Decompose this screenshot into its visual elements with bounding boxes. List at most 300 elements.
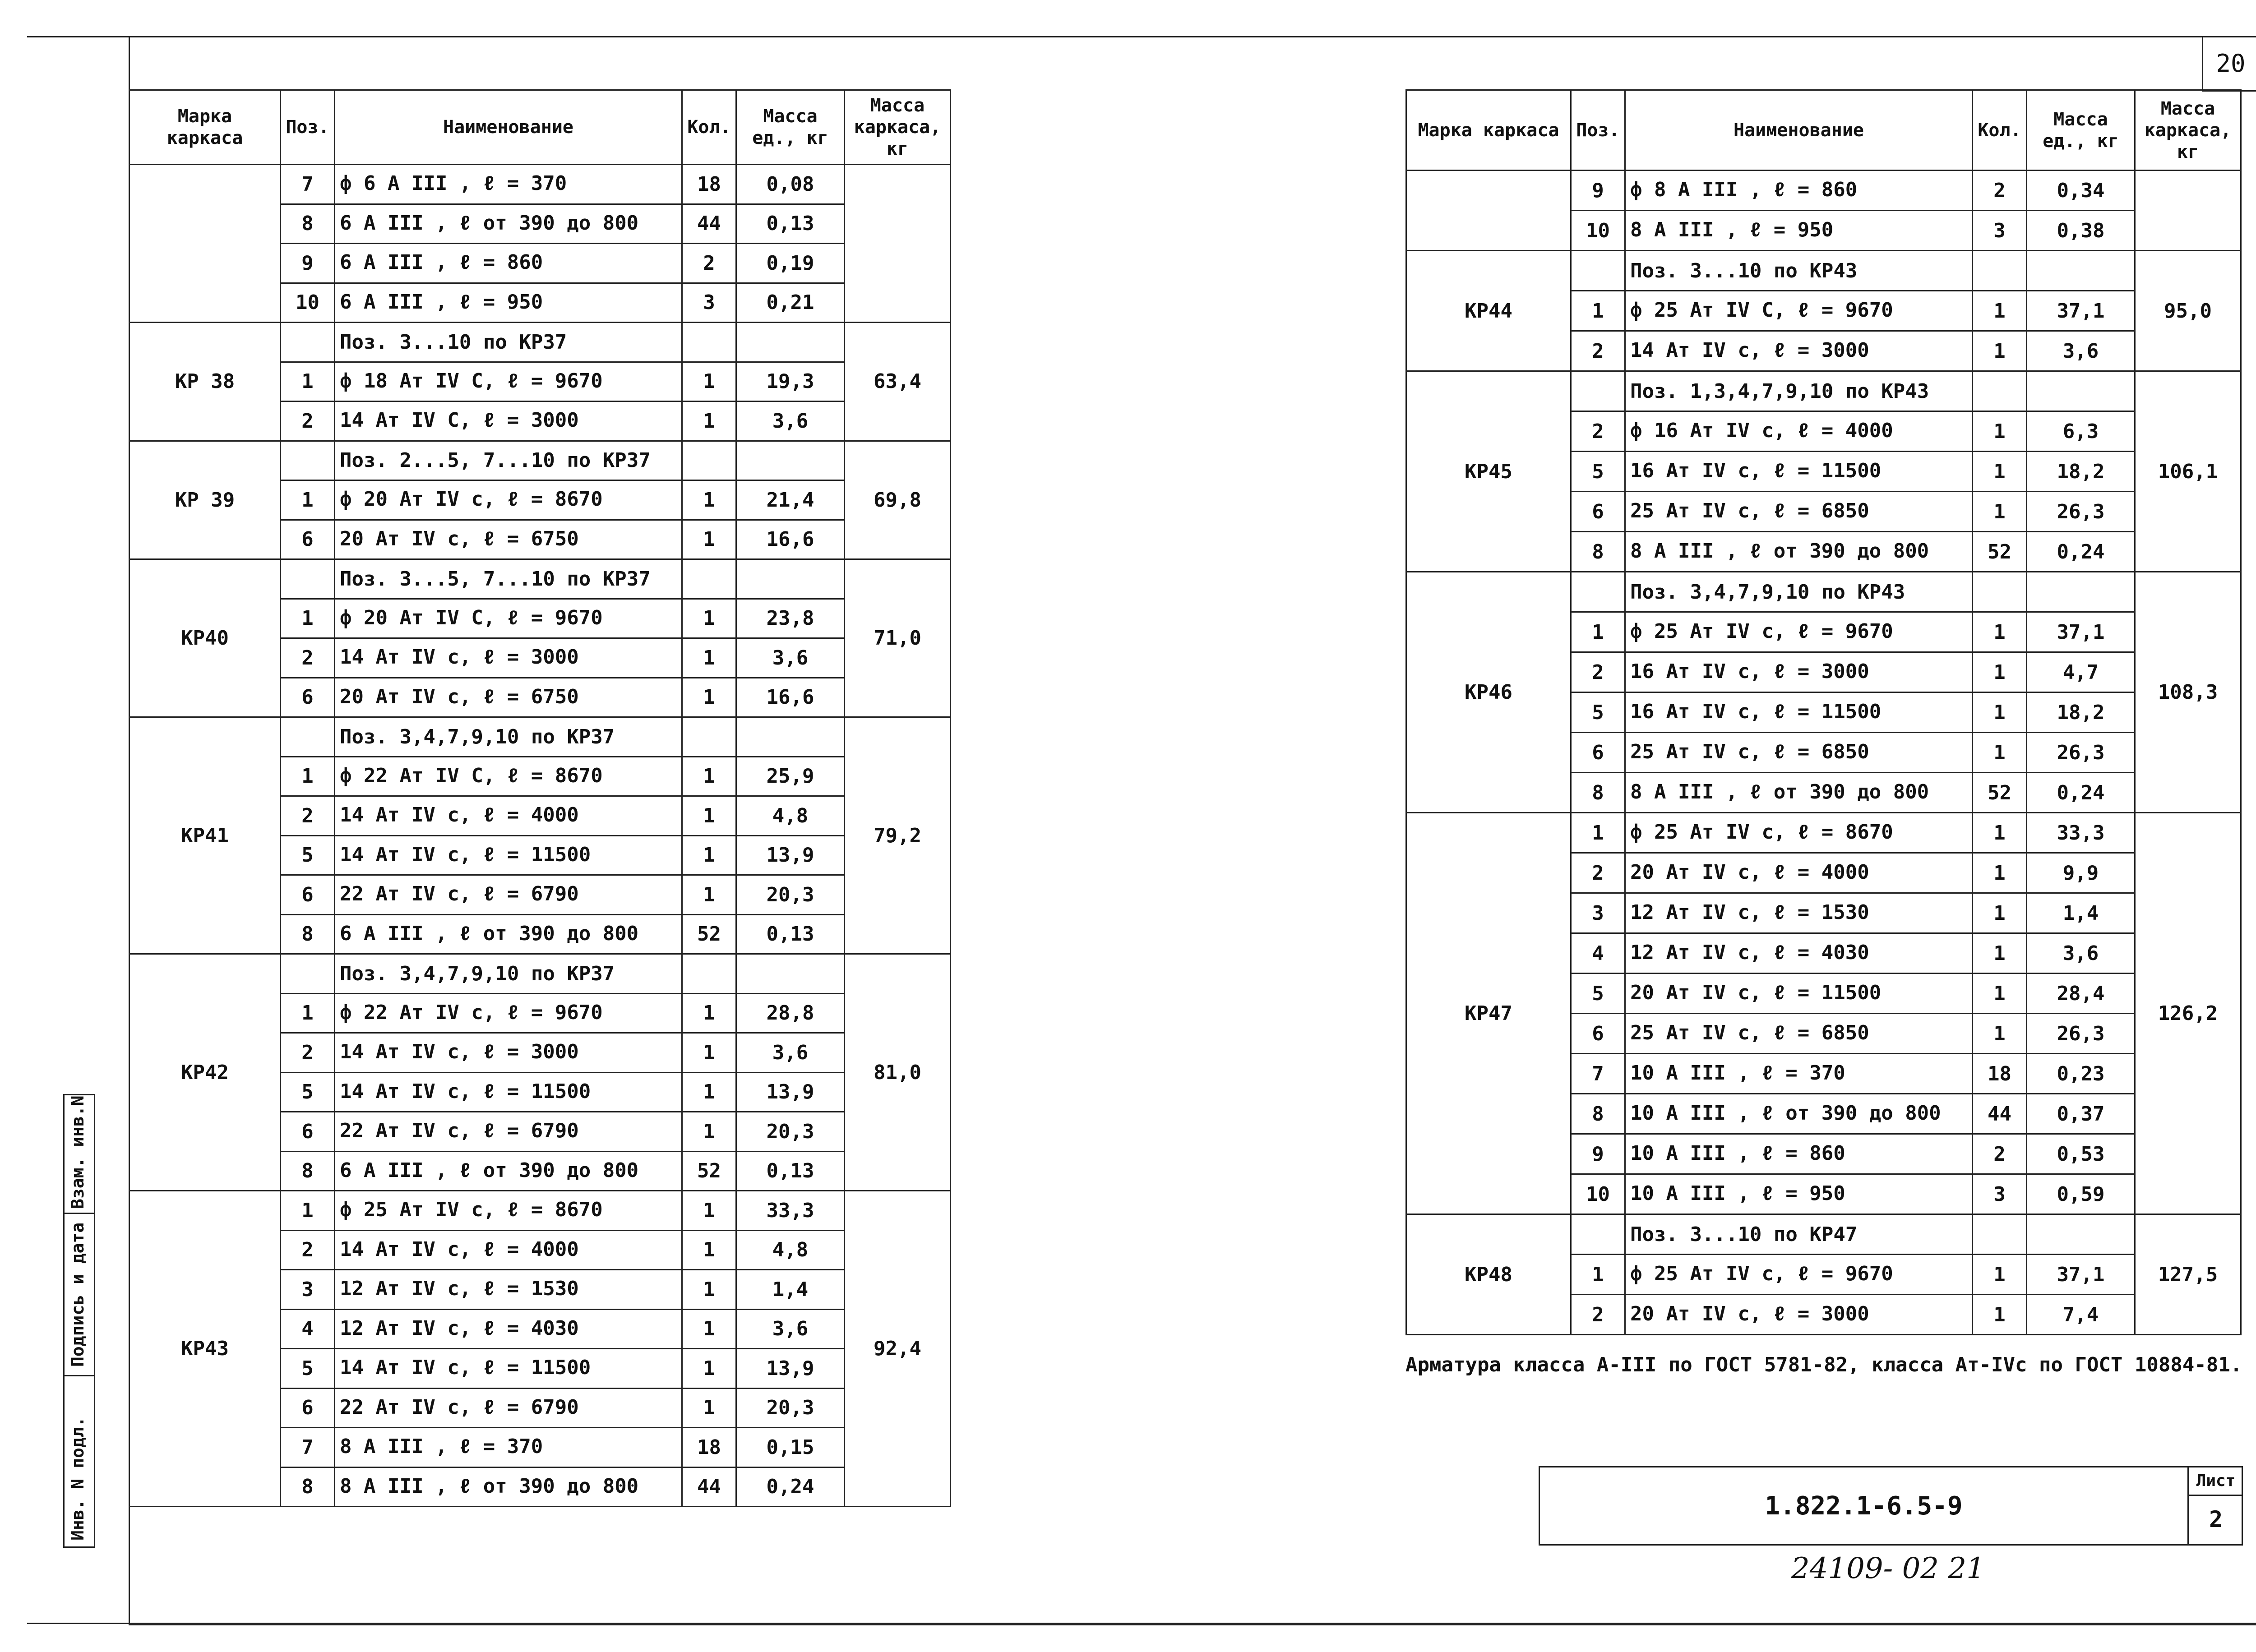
position-cell: 1 (1571, 291, 1625, 331)
name-cell: 10 А III , ℓ = 860 (1625, 1134, 1973, 1174)
quantity-cell: 1 (1973, 813, 2027, 853)
quantity-cell (682, 954, 736, 994)
unit-mass-cell: 4,8 (736, 796, 845, 836)
frame-mass-cell: 79,2 (845, 717, 951, 954)
position-cell: 8 (281, 1467, 335, 1507)
frame-mark-cell: КР44 (1406, 251, 1571, 371)
name-cell: Поз. 3,4,7,9,10 по КР43 (1625, 572, 1973, 612)
name-cell: ф 20 Ат IV С, ℓ = 9670 (335, 599, 682, 638)
unit-mass-cell: 9,9 (2027, 853, 2135, 893)
header-name: Наименование (1625, 90, 1973, 171)
quantity-cell: 1 (682, 362, 736, 401)
quantity-cell: 3 (1973, 1174, 2027, 1214)
name-cell: 20 Ат IV с, ℓ = 11500 (1625, 974, 1973, 1014)
name-cell: 14 Ат IV с, ℓ = 11500 (335, 835, 682, 875)
table-row (129, 165, 951, 204)
reinforcement-note: Арматура класса А-III по ГОСТ 5781-82, класса Ат-IVс по ГОСТ 10884-81. (1405, 1353, 2242, 1376)
unit-mass-cell (736, 559, 845, 599)
quantity-cell: 44 (1973, 1094, 2027, 1134)
frame-mark-cell: КР41 (129, 717, 281, 954)
unit-mass-cell (2027, 371, 2135, 411)
quantity-cell: 1 (682, 1349, 736, 1389)
unit-mass-cell (2027, 1214, 2135, 1255)
position-cell: 3 (1571, 893, 1625, 933)
side-label-signature: Подпись и дата (68, 1222, 88, 1367)
header-unit-mass: Масса ед., кг (736, 90, 845, 165)
quantity-cell: 18 (682, 165, 736, 204)
sheet-number: 20 (2202, 36, 2256, 92)
position-cell (281, 323, 335, 362)
unit-mass-cell: 1,4 (736, 1270, 845, 1310)
unit-mass-cell: 20,3 (736, 1388, 845, 1428)
quantity-cell: 1 (1973, 1295, 2027, 1335)
unit-mass-cell: 28,8 (736, 993, 845, 1033)
unit-mass-cell: 13,9 (736, 1349, 845, 1389)
table-row (129, 323, 951, 362)
name-cell: Поз. 3...10 по КР43 (1625, 251, 1973, 291)
position-cell: 8 (1571, 1094, 1625, 1134)
unit-mass-cell (736, 954, 845, 994)
unit-mass-cell: 0,23 (2027, 1054, 2135, 1094)
position-cell: 6 (281, 520, 335, 559)
position-cell: 2 (281, 796, 335, 836)
unit-mass-cell: 13,9 (736, 835, 845, 875)
header-frame-mass: Масса каркаса, кг (845, 90, 951, 165)
table-row (1406, 813, 2241, 853)
name-cell: 14 Ат IV с, ℓ = 11500 (335, 1072, 682, 1112)
name-cell: 14 Ат IV с, ℓ = 3000 (335, 638, 682, 678)
position-cell: 5 (281, 1072, 335, 1112)
quantity-cell: 1 (682, 401, 736, 441)
unit-mass-cell: 6,3 (2027, 411, 2135, 452)
unit-mass-cell (736, 441, 845, 480)
name-cell: Поз. 1,3,4,7,9,10 по КР43 (1625, 371, 1973, 411)
position-cell: 6 (1571, 1014, 1625, 1054)
unit-mass-cell: 37,1 (2027, 291, 2135, 331)
quantity-cell: 1 (1973, 492, 2027, 532)
name-cell: Поз. 2...5, 7...10 по КР37 (335, 441, 682, 480)
frame-mass-cell: 63,4 (845, 323, 951, 441)
unit-mass-cell: 16,6 (736, 678, 845, 717)
header-unit-mass: Масса ед., кг (2027, 90, 2135, 171)
name-cell: 12 Ат IV с, ℓ = 1530 (335, 1270, 682, 1310)
unit-mass-cell: 37,1 (2027, 612, 2135, 652)
position-cell: 4 (1571, 933, 1625, 974)
unit-mass-cell: 0,34 (2027, 171, 2135, 211)
unit-mass-cell: 0,08 (736, 165, 845, 204)
unit-mass-cell: 33,3 (736, 1191, 845, 1231)
position-cell: 8 (281, 1151, 335, 1191)
name-cell: 12 Ат IV с, ℓ = 4030 (335, 1309, 682, 1349)
quantity-cell: 1 (1973, 974, 2027, 1014)
position-cell: 2 (1571, 853, 1625, 893)
quantity-cell: 1 (1973, 853, 2027, 893)
quantity-cell: 1 (682, 678, 736, 717)
frame-mark-cell (1406, 171, 1571, 251)
table-row (129, 717, 951, 757)
header-qty: Кол. (1973, 90, 2027, 171)
header-frame-mass: Масса каркаса, кг (2135, 90, 2241, 171)
name-cell: 6 А III , ℓ = 860 (335, 244, 682, 283)
quantity-cell (682, 717, 736, 757)
quantity-cell: 1 (682, 599, 736, 638)
name-cell: ф 25 Ат IV с, ℓ = 9670 (1625, 612, 1973, 652)
position-cell (281, 717, 335, 757)
name-cell: Поз. 3...10 по КР37 (335, 323, 682, 362)
name-cell: Поз. 3...10 по КР47 (1625, 1214, 1973, 1255)
unit-mass-cell (736, 323, 845, 362)
position-cell: 6 (281, 875, 335, 915)
frame-mark-cell: КР48 (1406, 1214, 1571, 1335)
position-cell: 8 (281, 914, 335, 954)
quantity-cell: 1 (1973, 291, 2027, 331)
position-cell: 8 (1571, 773, 1625, 813)
position-cell: 7 (281, 1428, 335, 1467)
unit-mass-cell: 3,6 (736, 1033, 845, 1073)
name-cell: 8 А III , ℓ от 390 до 800 (1625, 773, 1973, 813)
table-row (1406, 251, 2241, 291)
quantity-cell: 18 (682, 1428, 736, 1467)
name-cell: 12 Ат IV с, ℓ = 4030 (1625, 933, 1973, 974)
position-cell: 1 (281, 993, 335, 1033)
quantity-cell: 3 (682, 283, 736, 323)
position-cell (281, 559, 335, 599)
name-cell: 16 Ат IV с, ℓ = 11500 (1625, 452, 1973, 492)
position-cell: 8 (281, 204, 335, 244)
frame-mass-cell: 92,4 (845, 1191, 951, 1507)
unit-mass-cell: 25,9 (736, 757, 845, 796)
position-cell: 5 (1571, 692, 1625, 733)
name-cell: 14 Ат IV с, ℓ = 4000 (335, 796, 682, 836)
name-cell: 22 Ат IV с, ℓ = 6790 (335, 875, 682, 915)
position-cell (1571, 251, 1625, 291)
position-cell: 6 (1571, 733, 1625, 773)
side-label-replace: Взам. инв.N (68, 1095, 88, 1209)
name-cell: 14 Ат IV С, ℓ = 3000 (335, 401, 682, 441)
position-cell: 10 (1571, 211, 1625, 251)
name-cell: 25 Ат IV с, ℓ = 6850 (1625, 1014, 1973, 1054)
quantity-cell: 44 (682, 204, 736, 244)
name-cell: 12 Ат IV с, ℓ = 1530 (1625, 893, 1973, 933)
unit-mass-cell: 33,3 (2027, 813, 2135, 853)
unit-mass-cell: 0,19 (736, 244, 845, 283)
unit-mass-cell: 21,4 (736, 480, 845, 520)
quantity-cell: 1 (682, 796, 736, 836)
document-code: 1.822.1-6.5-9 (1765, 1491, 1963, 1521)
quantity-cell: 1 (1973, 692, 2027, 733)
quantity-cell: 1 (1973, 612, 2027, 652)
quantity-cell: 1 (682, 1191, 736, 1231)
unit-mass-cell: 0,13 (736, 914, 845, 954)
position-cell: 2 (281, 1230, 335, 1270)
name-cell: 10 А III , ℓ = 370 (1625, 1054, 1973, 1094)
quantity-cell (1973, 251, 2027, 291)
position-cell: 2 (281, 638, 335, 678)
name-cell: 8 А III , ℓ от 390 до 800 (335, 1467, 682, 1507)
position-cell: 5 (281, 835, 335, 875)
name-cell: 20 Ат IV с, ℓ = 6750 (335, 678, 682, 717)
name-cell: 8 А III , ℓ = 950 (1625, 211, 1973, 251)
unit-mass-cell: 23,8 (736, 599, 845, 638)
unit-mass-cell: 3,6 (736, 401, 845, 441)
name-cell: 22 Ат IV с, ℓ = 6790 (335, 1388, 682, 1428)
unit-mass-cell: 0,24 (2027, 532, 2135, 572)
quantity-cell: 1 (682, 480, 736, 520)
name-cell: 14 Ат IV с, ℓ = 3000 (1625, 331, 1973, 371)
position-cell: 10 (1571, 1174, 1625, 1214)
name-cell: 6 А III , ℓ = 950 (335, 283, 682, 323)
position-cell: 1 (1571, 612, 1625, 652)
unit-mass-cell: 37,1 (2027, 1255, 2135, 1295)
unit-mass-cell: 0,15 (736, 1428, 845, 1467)
position-cell: 1 (1571, 813, 1625, 853)
unit-mass-cell: 3,6 (736, 1309, 845, 1349)
name-cell: ф 25 Ат IV с, ℓ = 8670 (1625, 813, 1973, 853)
position-cell: 5 (1571, 974, 1625, 1014)
name-cell: ф 22 Ат IV с, ℓ = 9670 (335, 993, 682, 1033)
position-cell: 2 (1571, 1295, 1625, 1335)
quantity-cell: 1 (682, 638, 736, 678)
unit-mass-cell: 3,6 (2027, 331, 2135, 371)
sheet-cell (2187, 1467, 2243, 1544)
name-cell: ф 25 Ат IV с, ℓ = 8670 (335, 1191, 682, 1231)
unit-mass-cell (2027, 572, 2135, 612)
name-cell: 14 Ат IV с, ℓ = 11500 (335, 1349, 682, 1389)
frame-mass-cell: 71,0 (845, 559, 951, 717)
quantity-cell: 1 (1973, 893, 2027, 933)
unit-mass-cell: 13,9 (736, 1072, 845, 1112)
unit-mass-cell: 0,24 (2027, 773, 2135, 813)
quantity-cell (1973, 572, 2027, 612)
quantity-cell: 1 (682, 835, 736, 875)
position-cell: 1 (281, 1191, 335, 1231)
frame-mark-cell: КР42 (129, 954, 281, 1191)
frame-mark-cell: КР45 (1406, 371, 1571, 572)
position-cell: 3 (281, 1270, 335, 1310)
name-cell: 16 Ат IV с, ℓ = 3000 (1625, 652, 1973, 692)
header-name: Наименование (335, 90, 682, 165)
unit-mass-cell: 26,3 (2027, 1014, 2135, 1054)
quantity-cell: 1 (682, 1072, 736, 1112)
unit-mass-cell: 0,13 (736, 1151, 845, 1191)
name-cell: Поз. 3,4,7,9,10 по КР37 (335, 954, 682, 994)
unit-mass-cell: 0,38 (2027, 211, 2135, 251)
unit-mass-cell: 20,3 (736, 1112, 845, 1152)
frame-mass-cell (2135, 171, 2241, 251)
quantity-cell: 2 (1973, 171, 2027, 211)
unit-mass-cell: 28,4 (2027, 974, 2135, 1014)
quantity-cell: 1 (1973, 411, 2027, 452)
unit-mass-cell: 16,6 (736, 520, 845, 559)
name-cell: ф 16 Ат IV с, ℓ = 4000 (1625, 411, 1973, 452)
quantity-cell: 1 (682, 520, 736, 559)
quantity-cell: 1 (682, 1033, 736, 1073)
unit-mass-cell: 19,3 (736, 362, 845, 401)
quantity-cell (682, 323, 736, 362)
table-row (1406, 1214, 2241, 1255)
quantity-cell: 2 (682, 244, 736, 283)
quantity-cell: 1 (1973, 1255, 2027, 1295)
unit-mass-cell: 3,6 (2027, 933, 2135, 974)
quantity-cell: 1 (682, 1309, 736, 1349)
position-cell: 2 (281, 401, 335, 441)
position-cell: 1 (281, 480, 335, 520)
header-qty: Кол. (682, 90, 736, 165)
frame-bottom-line (27, 1623, 2256, 1624)
frame-mass-cell: 126,2 (2135, 813, 2241, 1214)
unit-mass-cell: 18,2 (2027, 452, 2135, 492)
unit-mass-cell (2027, 251, 2135, 291)
unit-mass-cell: 26,3 (2027, 492, 2135, 532)
name-cell: Поз. 3...5, 7...10 по КР37 (335, 559, 682, 599)
position-cell: 6 (1571, 492, 1625, 532)
header-mark: Марка каркаса (129, 90, 281, 165)
frame-mass-cell: 106,1 (2135, 371, 2241, 572)
table-row (1406, 572, 2241, 612)
position-cell: 6 (281, 1388, 335, 1428)
header-pos: Поз. (281, 90, 335, 165)
right-spec-table (1405, 89, 2242, 1335)
unit-mass-cell: 7,4 (2027, 1295, 2135, 1335)
unit-mass-cell: 1,4 (2027, 893, 2135, 933)
sheet-label: Лист (2189, 1467, 2243, 1496)
name-cell: 10 А III , ℓ от 390 до 800 (1625, 1094, 1973, 1134)
name-cell: 22 Ат IV с, ℓ = 6790 (335, 1112, 682, 1152)
name-cell: ф 20 Ат IV с, ℓ = 8670 (335, 480, 682, 520)
unit-mass-cell: 4,7 (2027, 652, 2135, 692)
name-cell: 14 Ат IV с, ℓ = 4000 (335, 1230, 682, 1270)
quantity-cell (1973, 1214, 2027, 1255)
position-cell: 7 (1571, 1054, 1625, 1094)
quantity-cell (682, 559, 736, 599)
position-cell: 9 (1571, 171, 1625, 211)
name-cell: 6 А III , ℓ от 390 до 800 (335, 204, 682, 244)
quantity-cell: 1 (682, 1388, 736, 1428)
handwritten-archive-number: 24109- 02 21 (1791, 1552, 1985, 1585)
position-cell: 2 (1571, 411, 1625, 452)
frame-mass-cell: 108,3 (2135, 572, 2241, 813)
quantity-cell: 2 (1973, 1134, 2027, 1174)
frame-mark-cell (129, 165, 281, 323)
name-cell: ф 22 Ат IV С, ℓ = 8670 (335, 757, 682, 796)
quantity-cell: 1 (1973, 933, 2027, 974)
table-row (129, 441, 951, 480)
name-cell: ф 25 Ат IV С, ℓ = 9670 (1625, 291, 1973, 331)
frame-mark-cell: КР46 (1406, 572, 1571, 813)
position-cell: 4 (281, 1309, 335, 1349)
position-cell: 6 (281, 1112, 335, 1152)
unit-mass-cell: 3,6 (736, 638, 845, 678)
name-cell: 25 Ат IV с, ℓ = 6850 (1625, 733, 1973, 773)
unit-mass-cell: 0,53 (2027, 1134, 2135, 1174)
name-cell: 20 Ат IV с, ℓ = 3000 (1625, 1295, 1973, 1335)
quantity-cell: 1 (682, 757, 736, 796)
quantity-cell: 52 (682, 1151, 736, 1191)
position-cell: 8 (1571, 532, 1625, 572)
table-row (1406, 171, 2241, 211)
quantity-cell: 1 (1973, 1014, 2027, 1054)
quantity-cell: 1 (1973, 652, 2027, 692)
position-cell: 1 (281, 599, 335, 638)
quantity-cell (1973, 371, 2027, 411)
quantity-cell: 18 (1973, 1054, 2027, 1094)
name-cell: 20 Ат IV с, ℓ = 4000 (1625, 853, 1973, 893)
name-cell: 6 А III , ℓ от 390 до 800 (335, 1151, 682, 1191)
frame-mass-cell: 69,8 (845, 441, 951, 559)
frame-mark-cell: КР43 (129, 1191, 281, 1507)
table-row (129, 954, 951, 994)
table-row (129, 559, 951, 599)
title-block (1539, 1466, 2243, 1546)
unit-mass-cell: 26,3 (2027, 733, 2135, 773)
position-cell (1571, 371, 1625, 411)
quantity-cell (682, 441, 736, 480)
quantity-cell: 1 (1973, 331, 2027, 371)
name-cell: ф 6 А III , ℓ = 370 (335, 165, 682, 204)
quantity-cell: 1 (682, 1230, 736, 1270)
sheet-value: 2 (2209, 1506, 2223, 1532)
frame-mass-cell: 95,0 (2135, 251, 2241, 371)
position-cell: 2 (1571, 331, 1625, 371)
frame-mark-cell: КР 38 (129, 323, 281, 441)
position-cell (281, 441, 335, 480)
name-cell: 20 Ат IV с, ℓ = 6750 (335, 520, 682, 559)
quantity-cell: 44 (682, 1467, 736, 1507)
position-cell: 1 (1571, 1255, 1625, 1295)
name-cell: ф 18 Ат IV С, ℓ = 9670 (335, 362, 682, 401)
quantity-cell: 1 (1973, 452, 2027, 492)
position-cell: 10 (281, 283, 335, 323)
position-cell: 2 (281, 1033, 335, 1073)
name-cell: 10 А III , ℓ = 950 (1625, 1174, 1973, 1214)
name-cell: Поз. 3,4,7,9,10 по КР37 (335, 717, 682, 757)
quantity-cell: 52 (1973, 532, 2027, 572)
header-pos: Поз. (1571, 90, 1625, 171)
table-row (129, 1191, 951, 1231)
quantity-cell: 1 (682, 875, 736, 915)
position-cell (281, 954, 335, 994)
unit-mass-cell: 4,8 (736, 1230, 845, 1270)
unit-mass-cell (736, 717, 845, 757)
position-cell: 5 (1571, 452, 1625, 492)
frame-mark-cell: КР47 (1406, 813, 1571, 1214)
position-cell: 2 (1571, 652, 1625, 692)
side-label-inv: Инв. N подл. (68, 1417, 88, 1541)
position-cell (1571, 1214, 1625, 1255)
unit-mass-cell: 0,21 (736, 283, 845, 323)
quantity-cell: 52 (682, 914, 736, 954)
unit-mass-cell: 20,3 (736, 875, 845, 915)
frame-mark-cell: КР40 (129, 559, 281, 717)
quantity-cell: 1 (682, 1270, 736, 1310)
header-mark: Марка каркаса (1406, 90, 1571, 171)
name-cell: 14 Ат IV с, ℓ = 3000 (335, 1033, 682, 1073)
left-spec-table (129, 89, 951, 1507)
position-cell (1571, 572, 1625, 612)
frame-mass-cell: 81,0 (845, 954, 951, 1191)
position-cell: 6 (281, 678, 335, 717)
unit-mass-cell: 0,13 (736, 204, 845, 244)
unit-mass-cell: 0,24 (736, 1467, 845, 1507)
quantity-cell: 1 (1973, 733, 2027, 773)
name-cell: 16 Ат IV с, ℓ = 11500 (1625, 692, 1973, 733)
quantity-cell: 52 (1973, 773, 2027, 813)
name-cell: 8 А III , ℓ от 390 до 800 (1625, 532, 1973, 572)
name-cell: 8 А III , ℓ = 370 (335, 1428, 682, 1467)
position-cell: 1 (281, 362, 335, 401)
table-row (1406, 371, 2241, 411)
quantity-cell: 1 (682, 1112, 736, 1152)
